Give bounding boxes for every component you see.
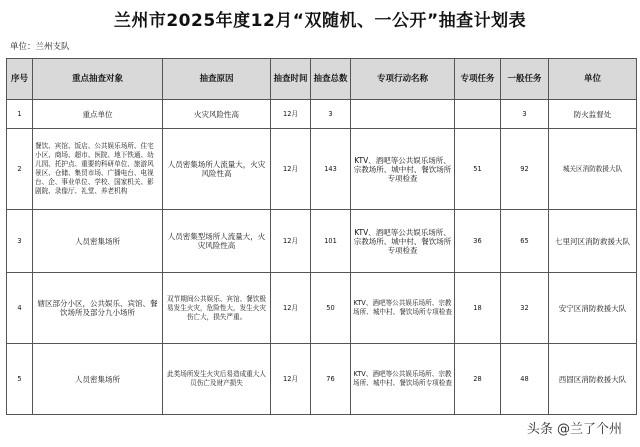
special-action-name: KTV、酒吧等公共娱乐场所、宗教场所、城中村、餐饮场所专项检查 <box>351 273 455 344</box>
unit-name: 城关区消防救援大队 <box>549 129 637 210</box>
special-task-count <box>455 100 501 129</box>
special-action-name <box>351 100 455 129</box>
row-number: 4 <box>7 273 33 344</box>
row-number: 1 <box>7 100 33 129</box>
inspection-total: 3 <box>311 100 351 129</box>
unit-line: 单位：兰州支队 <box>10 42 70 52</box>
table-row <box>7 273 637 344</box>
inspection-time: 12月 <box>271 273 311 344</box>
header-cell: 抽查原因 <box>163 59 271 100</box>
header-cell: 序号 <box>7 59 33 100</box>
table-header-row <box>7 59 637 100</box>
unit-name: 安宁区消防救援大队 <box>549 273 637 344</box>
table-row <box>7 344 637 415</box>
inspection-total: 50 <box>311 273 351 344</box>
special-task-count: 18 <box>455 273 501 344</box>
header-cell: 专项行动名称 <box>351 59 455 100</box>
header-cell: 重点抽查对象 <box>33 59 163 100</box>
inspection-target: 餐饮、宾馆、饭店、公共娱乐场所、住宅小区、商场、超市、医院、地下铁通、幼儿园、托护点、重要的科研单位、旅游风景区、仓储、集贸市场、广播电台、电视台、企、事业单位、学校、国家机关、影剧院、录像厅、礼堂、养老机构 <box>33 129 163 210</box>
general-task-count: 48 <box>501 344 549 415</box>
inspection-target: 重点单位 <box>33 100 163 129</box>
inspection-target: 人员密集场所 <box>33 210 163 273</box>
inspection-total: 76 <box>311 344 351 415</box>
unit-name: 西固区消防救援大队 <box>549 344 637 415</box>
inspection-time: 12月 <box>271 344 311 415</box>
header-cell: 单位 <box>549 59 637 100</box>
table-row <box>7 210 637 273</box>
inspection-time: 12月 <box>271 210 311 273</box>
inspection-reason: 此类场所发生火灾后易造成重大人员伤亡及财产损失 <box>163 344 271 415</box>
inspection-time: 12月 <box>271 100 311 129</box>
header-cell: 专项任务 <box>455 59 501 100</box>
special-task-count: 36 <box>455 210 501 273</box>
unit-name: 防火监督处 <box>549 100 637 129</box>
header-cell: 一般任务 <box>501 59 549 100</box>
inspection-target: 人员密集场所 <box>33 344 163 415</box>
inspection-total: 101 <box>311 210 351 273</box>
table-row <box>7 100 637 129</box>
general-task-count: 32 <box>501 273 549 344</box>
general-task-count: 65 <box>501 210 549 273</box>
header-cell: 抽查总数 <box>311 59 351 100</box>
inspection-reason: 人员密集型场所人流量大，火灾风险性高 <box>163 210 271 273</box>
unit-name: 七里河区消防救援大队 <box>549 210 637 273</box>
inspection-reason: 双节期间公共娱乐、宾馆、餐饮极易发生火灾，危险性大，发生火灾伤亡大，损失严重。 <box>163 273 271 344</box>
inspection-plan-table <box>6 58 637 415</box>
header-cell: 抽查时间 <box>271 59 311 100</box>
general-task-count: 92 <box>501 129 549 210</box>
page-title: 兰州市2025年度12月“双随机、一公开”抽查计划表 <box>113 11 527 31</box>
row-number: 3 <box>7 210 33 273</box>
row-number: 5 <box>7 344 33 415</box>
inspection-time: 12月 <box>271 129 311 210</box>
inspection-target: 辖区部分小区，公共娱乐、宾馆、餐饮场所及部分九小场所 <box>33 273 163 344</box>
row-number: 2 <box>7 129 33 210</box>
table-row <box>7 129 637 210</box>
general-task-count: 3 <box>501 100 549 129</box>
special-action-name: KTV、酒吧等公共娱乐场所、宗教场所、城中村、餐饮场所专项检查 <box>351 129 455 210</box>
special-task-count: 51 <box>455 129 501 210</box>
inspection-total: 143 <box>311 129 351 210</box>
special-action-name: KTV、酒吧等公共娱乐场所、宗教场所、城中村、餐饮场所专项检查 <box>351 344 455 415</box>
watermark: 头条 @兰了个州 <box>523 417 626 438</box>
special-task-count: 28 <box>455 344 501 415</box>
inspection-reason: 火灾风险性高 <box>163 100 271 129</box>
inspection-reason: 人员密集场所人流量大，火灾风险性高 <box>163 129 271 210</box>
special-action-name: KTV、酒吧等公共娱乐场所、宗教场所、城中村、餐饮场所专项检查 <box>351 210 455 273</box>
